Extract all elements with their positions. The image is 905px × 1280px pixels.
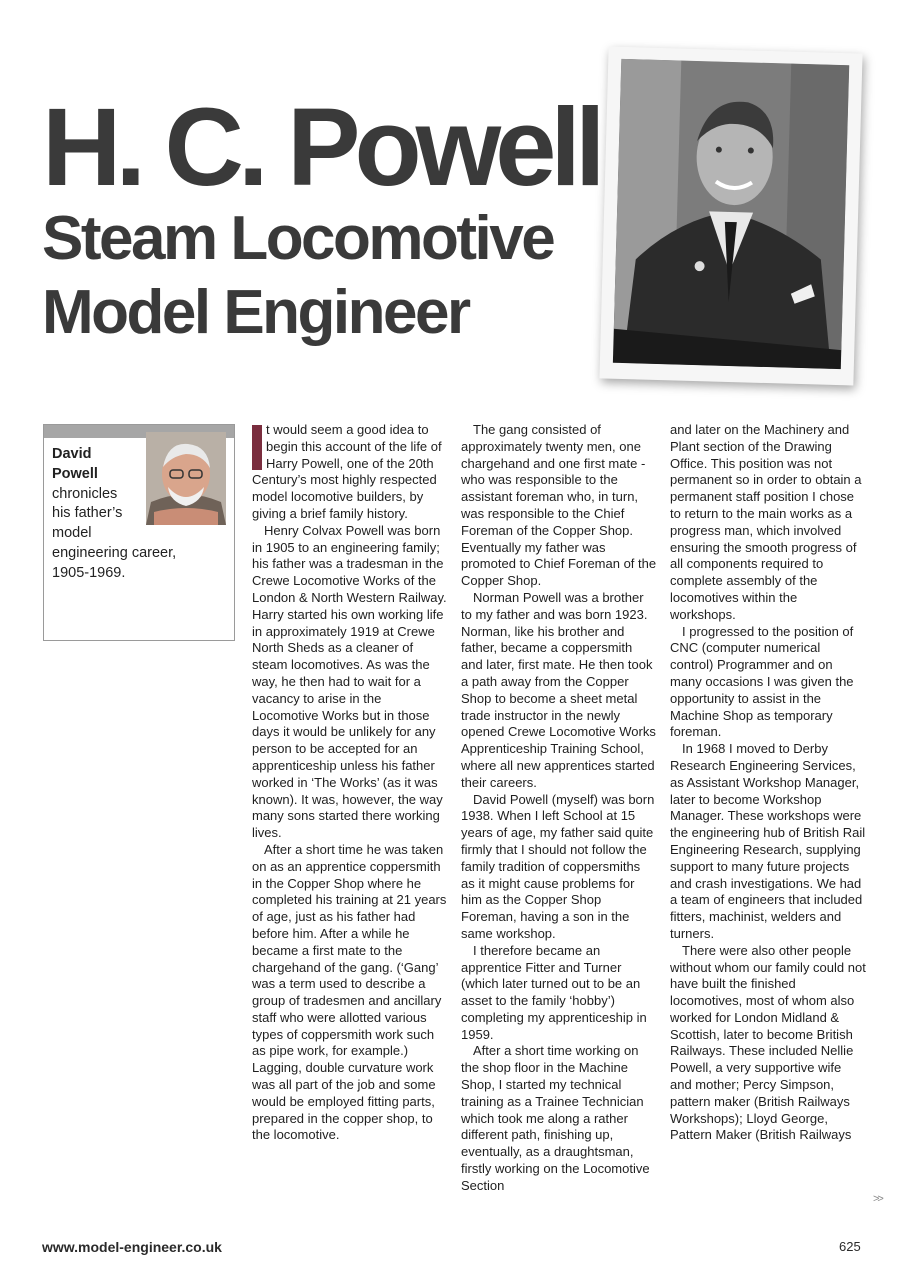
page-number: 625 <box>839 1239 861 1254</box>
paragraph: David Powell (myself) was born 1938. When I left School at 15 years of age, my father said quite firmly that I should not follow the family tradition of coppersmiths as it might cause problems for him as the Copper Shop Foreman, having a son in the same workshop. <box>461 791 655 941</box>
paragraph: After a short time working on the shop floor in the Machine Shop, I started my technical training as a Trainee Technician which took me along a rather different path, finishing up, eventually, as a draughtsman, firstly working on the Locomotive Section <box>461 1043 650 1193</box>
paragraph-text: t would seem a good idea to begin this account of the life of Harry Powell, one of the 20th Century’s most highly respected model locomotive builders, by giving a brief family history. <box>252 422 442 521</box>
author-name-line1: David <box>52 446 92 462</box>
paragraph: and later on the Machinery and Plant section of the Drawing Office. This position was not permanent so in order to obtain a permanent staff position I chose to return to the main works as a progress man, which involved ensuring the smooth progress of all components required to complete assembly of the locomotives within the workshops. <box>670 422 862 622</box>
paragraph: I therefore became an apprentice Fitter and Turner (which later turned out to be an asset to the family ‘hobby’) completing my apprenticeship in 1959. <box>461 942 647 1042</box>
article-column-1 <box>252 422 448 1144</box>
paragraph: In 1968 I moved to Derby Research Engineering Services, as Assistant Workshop Manager, later to become Workshop Manager. These workshops were the engineering hub of British Rail Engineering Research, supplying support to many future projects and crash investigations. We had a team of engineers that included fitters, machinist, welders and turners. <box>670 741 866 941</box>
byline-desc-line: model <box>52 525 92 542</box>
footer-website-url[interactable]: www.model-engineer.co.uk <box>42 1239 222 1255</box>
byline-desc-line: his father’s <box>52 505 123 522</box>
paragraph: The gang consisted of approximately twenty men, one chargehand and one first mate - who was responsible to the assistant foreman who, in turn, was responsible to the Chief Foreman of the Copper Shop. Eventually my father was promoted to Chief Foreman of the Copper Shop. <box>461 422 657 589</box>
continue-arrow-icon: >> <box>873 1193 882 1205</box>
article-title: H. C. Powell <box>42 86 600 209</box>
drop-cap <box>252 425 262 470</box>
author-name-line2: Powell <box>52 465 98 482</box>
article-column-3 <box>670 422 866 1144</box>
byline-desc-line: engineering career, <box>52 544 177 561</box>
article-subtitle-line1: Steam Locomotive <box>42 204 554 273</box>
paragraph: There were also other people without whom our family could not have built the finished locomotives, most of whom also worked for London Midland & Scottish, later to become British Railways. These included Nellie Powell, a very supportive wife and mother; Percy Simpson, pattern maker (British Railways Workshops); Lloyd George, Pattern Maker (British Railways <box>670 942 866 1143</box>
byline-description <box>52 485 230 584</box>
paragraph: Norman Powell was a brother to my father and was born 1923. Norman, like his brother and father, became a coppersmith and later, first mate. He then took a path away from the Copper Shop to become a sheet metal trade instructor in the newly opened Crewe Locomotive Works Apprenticeship Training School, where all new apprentices started their careers. <box>461 589 656 790</box>
byline-desc-line: 1905-1969. <box>52 564 126 581</box>
paragraph: After a short time he was taken on as an apprentice coppersmith in the Copper Shop where he completed his training at 21 years of age, just as his father had before him. After a while he became a first mate to the chargehand of the gang. (‘Gang’ was a term used to describe a group of tradesmen and ancillary staff who were allotted various types of coppersmith work such as pipe work, for example.) Lagging, double curvature work was all part of the job and some would be employed fitting parts, prepared in the copper shop, to the locomotive. <box>252 841 447 1143</box>
byline-text <box>52 445 230 584</box>
byline-desc-line: chronicles <box>52 485 118 502</box>
paragraph <box>252 422 448 523</box>
portrait-photo <box>613 59 849 369</box>
article-column-2 <box>461 422 657 1195</box>
author-name <box>52 445 137 485</box>
author-byline-box <box>43 424 235 641</box>
paragraph: I progressed to the position of CNC (computer numerical control) Programmer and on many occasions I was given the opportunity to assist in the Machine Shop as temporary foreman. <box>670 623 854 740</box>
paragraph: Henry Colvax Powell was born in 1905 to an engineering family; his father was a tradesman in the Crewe Locomotive Works of the London & North Western Railway. Harry started his own working life in approximately 1919 at Crewe North Sheds as a cleaner of steam locomotives. As was the way, he then had to wait for a vacancy to arise in the Locomotive Works but in those days it would be unlikely for any person to be accepted for an apprenticeship unless his father worked in ‘The Works’ (as it was known). It was, however, the way many sons started there working lives. <box>252 522 447 841</box>
portrait-photo-frame <box>599 47 862 386</box>
article-subtitle-line2: Model Engineer <box>42 278 469 347</box>
